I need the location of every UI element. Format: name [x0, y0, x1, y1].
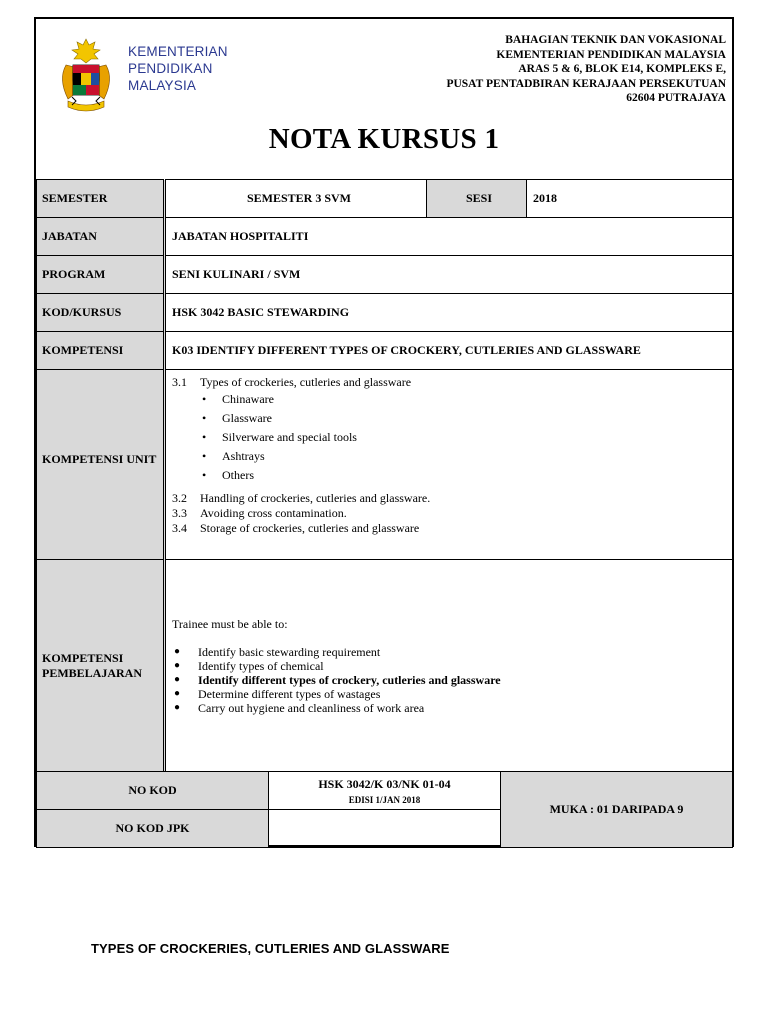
kompetensi-value: K03 IDENTIFY DIFFERENT TYPES OF CROCKERY, CUTLERIES AND GLASSWARE: [165, 332, 733, 370]
kompetensi-label: KOMPETENSI: [37, 332, 165, 370]
table-row: [37, 560, 733, 772]
unit-text: Storage of crockeries, cutleries and glassware: [200, 521, 420, 535]
table-row: [37, 332, 733, 370]
document-header: [36, 19, 732, 179]
table-row: [37, 370, 733, 560]
list-item: • Ashtrays: [172, 449, 726, 468]
table-row: [37, 180, 733, 218]
table-row: [37, 256, 733, 294]
address-line: ARAS 5 & 6, BLOK E14, KOMPLEKS E,: [518, 63, 726, 75]
sesi-value: 2018: [527, 180, 733, 218]
semester-label: SEMESTER: [37, 180, 165, 218]
jabatan-label: JABATAN: [37, 218, 165, 256]
list-item: • Glassware: [172, 411, 726, 430]
no-kod-value: [269, 772, 501, 810]
kompetensi-unit-label: KOMPETENSI UNIT: [37, 370, 165, 560]
muka-page-indicator: MUKA : 01 DARIPADA 9: [501, 772, 733, 848]
list-item: ● Carry out hygiene and cleanliness of work area: [172, 701, 726, 715]
list-item: ● Identify basic stewarding requirement: [172, 645, 726, 659]
no-kod-jpk-value: [269, 810, 501, 848]
list-item: ● Identify types of chemical: [172, 659, 726, 673]
unit-bullet-list: [172, 392, 726, 487]
unit-text: Avoiding cross contamination.: [200, 506, 347, 520]
pembelajaran-intro: Trainee must be able to:: [172, 616, 288, 631]
table-row: [37, 218, 733, 256]
table-row: [37, 772, 733, 810]
program-label: PROGRAM: [37, 256, 165, 294]
list-item: • Chinaware: [172, 392, 726, 411]
list-item: ● Identify different types of crockery, cutleries and glassware: [172, 673, 726, 687]
address-line: KEMENTERIAN PENDIDIKAN MALAYSIA: [496, 48, 726, 61]
unit-text: Types of crockeries, cutleries and glassware: [200, 375, 412, 389]
semester-value: SEMESTER 3 SVM: [165, 180, 427, 218]
list-item: ● Determine different types of wastages: [172, 687, 726, 701]
kompetensi-pembelajaran-label: KOMPETENSI PEMBELAJARAN: [37, 560, 165, 772]
document-frame: [34, 17, 734, 847]
kod-kursus-label: KOD/KURSUS: [37, 294, 165, 332]
kompetensi-pembelajaran-content: [165, 560, 733, 772]
malaysia-crest-logo: [56, 35, 116, 117]
no-kod-code: HSK 3042/K 03/NK 01-04: [318, 776, 451, 791]
unit-number: 3.1: [172, 375, 187, 389]
footer-table: [36, 771, 733, 848]
list-item: • Silverware and special tools: [172, 430, 726, 449]
jabatan-value: JABATAN HOSPITALITI: [165, 218, 733, 256]
unit-number: 3.4: [172, 521, 187, 535]
table-row: [37, 294, 733, 332]
address-line: BAHAGIAN TEKNIK DAN VOKASIONAL: [505, 34, 726, 46]
document-title: NOTA KURSUS 1: [268, 123, 500, 155]
edisi-text: EDISI 1/JAN 2018: [348, 794, 421, 805]
no-kod-jpk-label: NO KOD JPK: [37, 810, 269, 848]
unit-number: 3.2: [172, 491, 187, 505]
section-heading: TYPES OF CROCKERIES, CUTLERIES AND GLASSWARE: [91, 941, 450, 956]
address-line: PUSAT PENTADBIRAN KERAJAAN PERSEKUTUAN: [446, 77, 726, 90]
no-kod-label: NO KOD: [37, 772, 269, 810]
address-line: 62604 PUTRAJAYA: [626, 92, 726, 104]
logo-line-1: KEMENTERIAN: [128, 44, 228, 59]
ministry-logo-text: [128, 43, 228, 94]
logo-line-2: PENDIDIKAN: [128, 61, 213, 76]
sesi-label: SESI: [427, 180, 527, 218]
list-item: • Others: [172, 468, 726, 487]
kompetensi-unit-content: [165, 370, 733, 560]
unit-number: 3.3: [172, 506, 187, 520]
address-block: [446, 33, 726, 106]
kod-kursus-value: HSK 3042 BASIC STEWARDING: [165, 294, 733, 332]
program-value: SENI KULINARI / SVM: [165, 256, 733, 294]
course-info-table: [36, 179, 733, 772]
unit-text: Handling of crockeries, cutleries and glassware.: [200, 491, 431, 505]
logo-line-3: MALAYSIA: [128, 78, 197, 93]
